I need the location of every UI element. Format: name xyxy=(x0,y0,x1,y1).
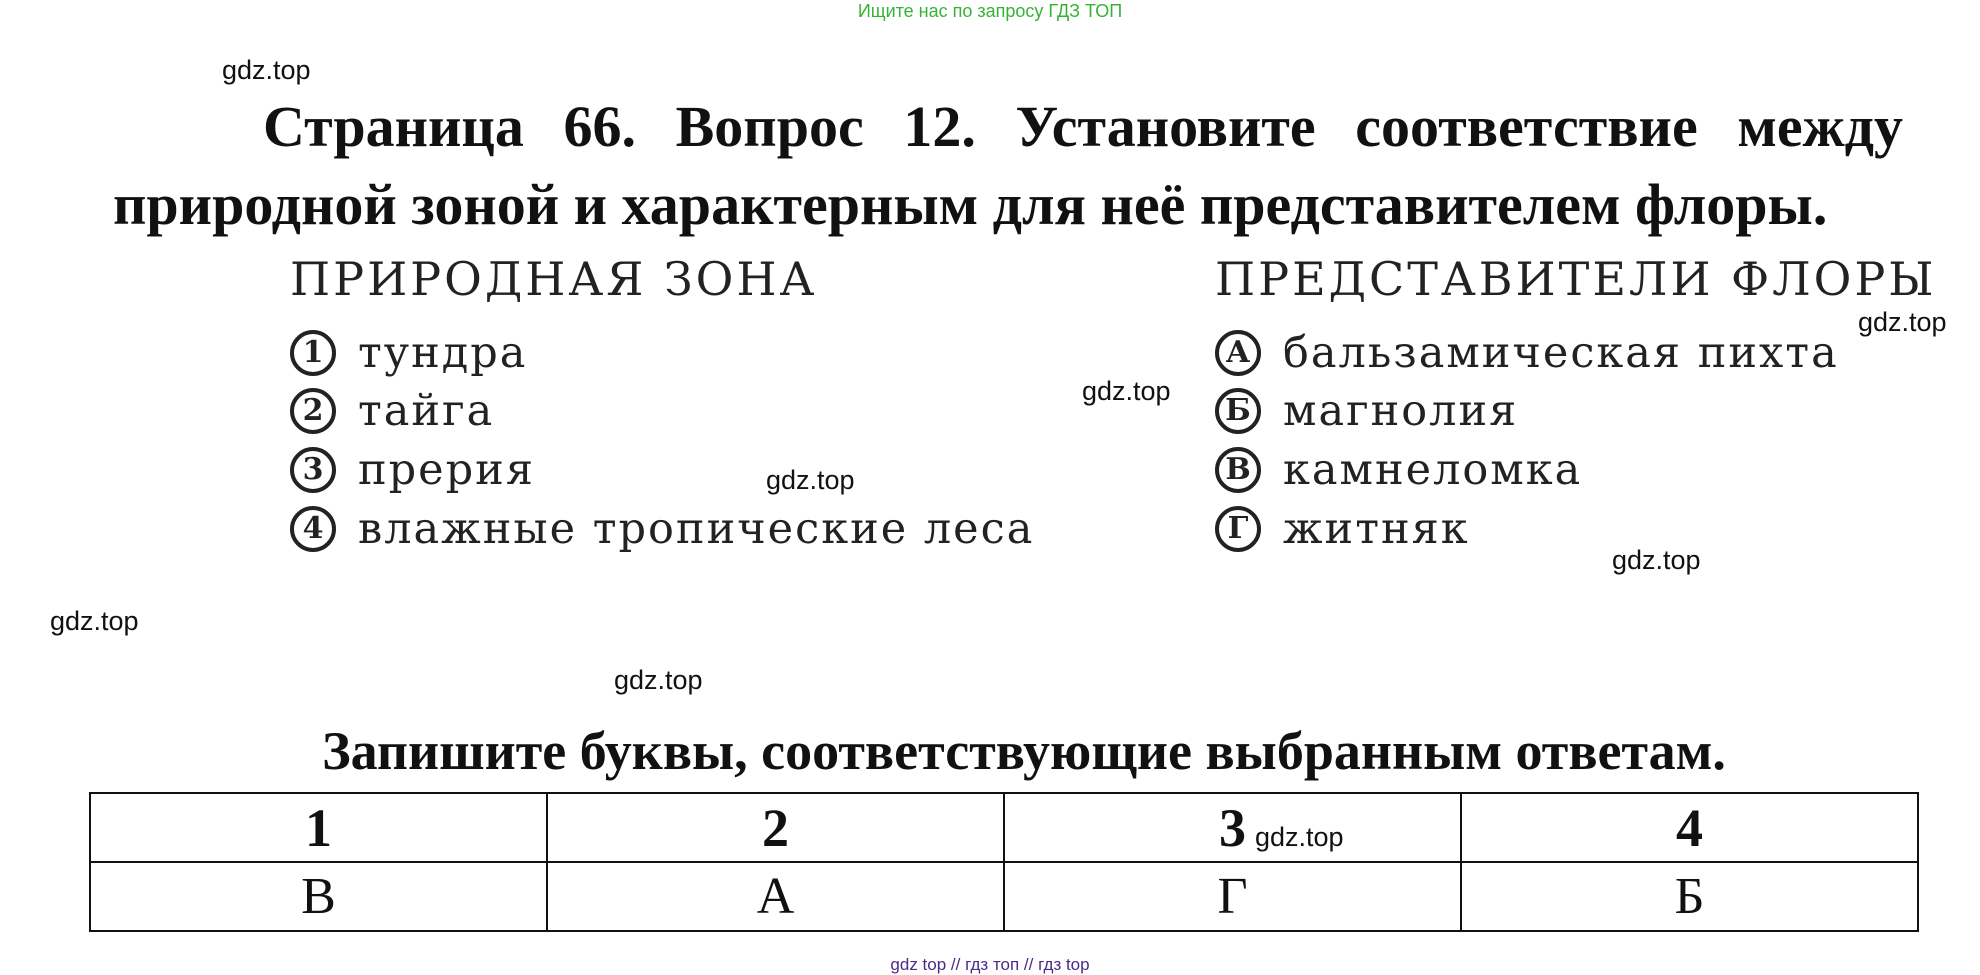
right-column-heading: ПРЕДСТАВИТЕЛИ ФЛОРЫ xyxy=(1215,252,1937,306)
left-item-3 xyxy=(290,445,535,495)
top-banner: Ищите нас по запросу ГДЗ ТОП xyxy=(857,1,1123,21)
watermark: gdz.top xyxy=(1255,822,1344,852)
answer-value-cell: Г xyxy=(1004,862,1461,931)
left-item-1 xyxy=(290,328,527,378)
right-item-text: камнеломка xyxy=(1283,445,1583,495)
letter-badge-v: В xyxy=(1215,447,1261,493)
title-line-2: природной зоной и характерным для неё представителем флоры. xyxy=(113,172,1828,237)
number-badge-2: 2 xyxy=(290,388,336,434)
answer-header-cell: 4 xyxy=(1461,793,1918,862)
answer-table xyxy=(89,792,1919,932)
right-item-text: магнолия xyxy=(1283,386,1519,436)
watermark: gdz.top xyxy=(1082,376,1171,406)
letter-badge-a: А xyxy=(1215,330,1261,376)
answer-table-header-row xyxy=(90,793,1918,862)
answer-header-cell: 3 xyxy=(1004,793,1461,862)
answer-header-cell: 1 xyxy=(90,793,547,862)
answer-value-cell: В xyxy=(90,862,547,931)
left-item-text: влажные тропические леса xyxy=(358,504,1035,554)
right-item-a xyxy=(1215,328,1839,378)
question-title xyxy=(113,88,1903,244)
left-item-text: тундра xyxy=(358,328,528,378)
watermark: gdz.top xyxy=(1858,307,1947,337)
left-item-text: тайга xyxy=(358,386,495,436)
left-item-text: прерия xyxy=(358,445,535,495)
watermark: gdz.top xyxy=(1612,545,1701,575)
instruction-text: Запишите буквы, соответствующие выбранным ответам. xyxy=(322,721,1726,781)
number-badge-4: 4 xyxy=(290,506,336,552)
right-item-v xyxy=(1215,445,1582,495)
footer-links: gdz top // гдз топ // гдз top xyxy=(890,955,1090,974)
answer-value-cell: Б xyxy=(1461,862,1918,931)
right-item-text: бальзамическая пихта xyxy=(1283,328,1839,378)
left-item-4 xyxy=(290,504,1034,554)
answer-value-cell: А xyxy=(547,862,1004,931)
watermark: gdz.top xyxy=(222,55,311,85)
right-item-text: житняк xyxy=(1283,504,1470,554)
watermark: gdz.top xyxy=(766,465,855,495)
left-item-2 xyxy=(290,386,494,436)
right-item-g xyxy=(1215,504,1470,554)
letter-badge-b: Б xyxy=(1215,388,1261,434)
right-item-b xyxy=(1215,386,1518,436)
left-column-heading: ПРИРОДНАЯ ЗОНА xyxy=(290,252,818,306)
letter-badge-g: Г xyxy=(1215,506,1261,552)
watermark: gdz.top xyxy=(614,665,703,695)
watermark: gdz.top xyxy=(50,606,139,636)
title-line-1: Страница 66. Вопрос 12. Установите соответствие между xyxy=(263,94,1903,159)
number-badge-1: 1 xyxy=(290,330,336,376)
answer-table-value-row xyxy=(90,862,1918,931)
number-badge-3: 3 xyxy=(290,447,336,493)
answer-header-cell: 2 xyxy=(547,793,1004,862)
